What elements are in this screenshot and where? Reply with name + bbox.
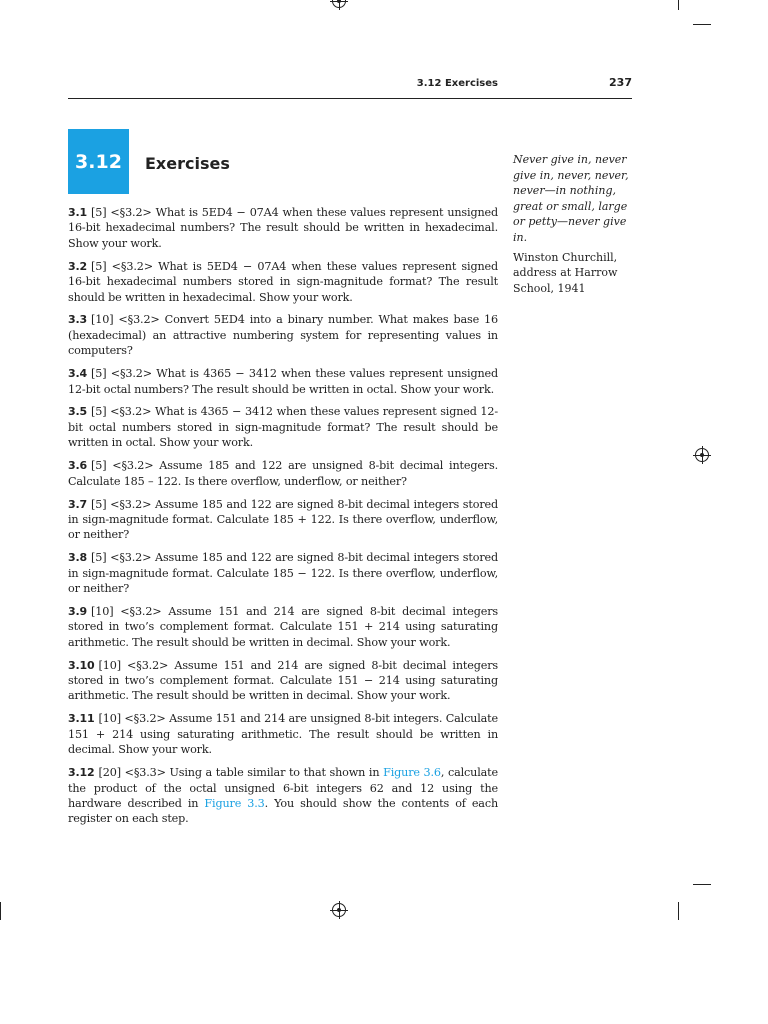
exercise-text: [10] <§3.2> Assume 151 and 214 are unsigned 8-bit integers. Calculate 151 + 214 using saturating arithmetic. The result should be written in decimal. Show your work. bbox=[68, 712, 498, 757]
exercise-item bbox=[68, 404, 498, 450]
exercise-number: 3.1 bbox=[68, 206, 88, 219]
running-head-section: 3.12 Exercises bbox=[416, 78, 498, 89]
figure-link[interactable]: Figure 3.3 bbox=[204, 796, 265, 810]
section-title: Exercises bbox=[145, 154, 230, 173]
section-number: 3.12 bbox=[75, 150, 122, 173]
exercise-text: [5] <§3.2> What is 5ED4 − 07A4 when these values represent unsigned 16-bit hexadecimal numbers? The result should be written in hexadecimal. Show your work. bbox=[68, 206, 498, 250]
exercise-item bbox=[68, 658, 498, 704]
exercise-list bbox=[68, 205, 498, 834]
section-number-box bbox=[68, 129, 129, 194]
exercise-number: 3.7 bbox=[68, 497, 88, 511]
exercise-text: [20] <§3.3> Using a table similar to that shown in bbox=[98, 766, 384, 780]
exercise-item bbox=[68, 366, 498, 397]
exercise-number: 3.4 bbox=[68, 367, 88, 381]
exercise-item bbox=[68, 765, 498, 827]
page-number: 237 bbox=[609, 76, 632, 89]
crop-mark bbox=[0, 902, 1, 920]
exercise-item bbox=[68, 259, 498, 305]
registration-mark-icon bbox=[695, 448, 709, 462]
exercise-text: [5] <§3.2> What is 4365 − 3412 when these values represent signed 12-bit octal numbers stored in sign-magnitude format? The result should be written in octal. Show your work. bbox=[68, 405, 498, 450]
exercise-number: 3.12 bbox=[68, 766, 95, 780]
crop-mark bbox=[693, 24, 711, 25]
registration-mark-icon bbox=[332, 0, 346, 8]
figure-link[interactable]: Figure 3.6 bbox=[383, 766, 441, 780]
exercise-text: [10] <§3.2> Convert 5ED4 into a binary number. What makes base 16 (hexadecimal) an attractive numbering system for representing values in computers? bbox=[68, 313, 498, 358]
exercise-number: 3.5 bbox=[68, 405, 88, 419]
exercise-text: , calculate the product of the octal unsigned 6-bit integers 62 and 12 using the hardware described in bbox=[68, 766, 498, 810]
exercise-text: [10] <§3.2> Assume 151 and 214 are signed 8-bit decimal integers stored in two’s complement format. Calculate 151 − 214 using saturating arithmetic. The result should be written in decimal. Show your work. bbox=[68, 658, 498, 703]
exercise-text: [5] <§3.2> What is 4365 − 3412 when these values represent unsigned 12-bit octal numbers? The result should be written in octal. Show your work. bbox=[68, 367, 498, 396]
quote-text: Never give in, never give in, never, never, never—in nothing, great or small, large or petty—never give in. bbox=[513, 153, 629, 244]
exercise-number: 3.6 bbox=[68, 459, 88, 473]
exercise-item bbox=[68, 312, 498, 358]
exercise-text: [5] <§3.2> Assume 185 and 122 are signed 8-bit decimal integers stored in sign-magnitude format. Calculate 185 + 122. Is there overflow, underflow, or neither? bbox=[68, 497, 498, 542]
crop-mark bbox=[693, 884, 711, 885]
exercise-number: 3.9 bbox=[68, 604, 88, 618]
registration-mark-icon bbox=[332, 903, 346, 917]
exercise-text: [5] <§3.2> What is 5ED4 − 07A4 when these values represent signed 16-bit hexadecimal numbers stored in sign-magnitude format? The result should be written in hexadecimal. Show your work. bbox=[68, 259, 498, 304]
running-head bbox=[68, 76, 632, 99]
exercise-text: [5] <§3.2> Assume 185 and 122 are unsigned 8-bit decimal integers. Calculate 185 – 122. Is there overflow, underflow, or neither? bbox=[68, 459, 498, 488]
exercise-number: 3.8 bbox=[68, 551, 88, 565]
crop-mark bbox=[678, 902, 679, 920]
exercise-number: 3.10 bbox=[68, 658, 95, 672]
exercise-text: . You should show the contents of each register on each step. bbox=[68, 796, 498, 826]
exercise-number: 3.2 bbox=[68, 259, 88, 273]
sidebar-quote bbox=[513, 152, 638, 296]
quote-attribution: Winston Churchill, address at Harrow School, 1941 bbox=[513, 250, 618, 295]
crop-mark bbox=[678, 0, 679, 10]
exercise-item bbox=[68, 711, 498, 757]
exercise-item bbox=[68, 205, 498, 251]
exercise-text: [5] <§3.2> Assume 185 and 122 are signed 8-bit decimal integers stored in sign-magnitude format. Calculate 185 − 122. Is there overflow, underflow, or neither? bbox=[68, 551, 498, 596]
exercise-item bbox=[68, 604, 498, 650]
exercise-item bbox=[68, 458, 498, 489]
exercise-item bbox=[68, 550, 498, 596]
exercise-item bbox=[68, 497, 498, 543]
exercise-text: [10] <§3.2> Assume 151 and 214 are signed 8-bit decimal integers stored in two’s complement format. Calculate 151 + 214 using saturating arithmetic. The result should be written in decimal. Show your work. bbox=[68, 604, 498, 649]
exercise-number: 3.11 bbox=[68, 712, 95, 726]
exercise-number: 3.3 bbox=[68, 313, 88, 327]
